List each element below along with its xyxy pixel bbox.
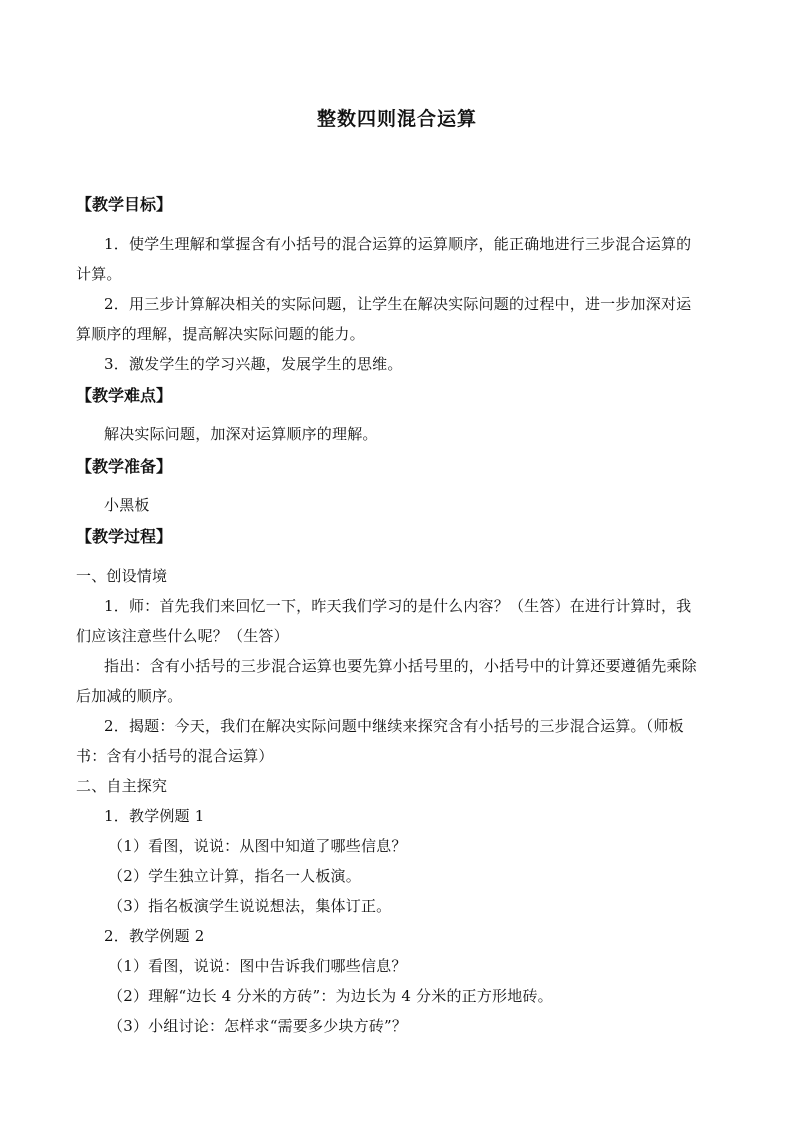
- process-line: 2．教学例题 2: [104, 927, 205, 945]
- section-heading-goals: 【教学目标】: [76, 195, 173, 214]
- process-line: （1）看图，说说：图中告诉我们哪些信息？: [108, 957, 407, 975]
- process-line: 1．教学例题 1: [104, 807, 205, 825]
- document-title: 整数四则混合运算: [316, 108, 477, 130]
- process-line: 一、创设情境: [76, 567, 168, 585]
- process-line: （1）看图，说说：从图中知道了哪些信息？: [108, 837, 407, 855]
- process-line: 2．揭题：今天，我们在解决实际问题中继续来探究含有小括号的三步混合运算。（师板: [104, 717, 684, 735]
- process-line: （2）学生独立计算，指名一人板演。: [108, 867, 361, 885]
- goal-line: 2．用三步计算解决相关的实际问题，让学生在解决实际问题的过程中，进一步加深对运: [104, 295, 692, 313]
- prep-text: 小黑板: [104, 496, 150, 514]
- process-line: 书：含有小括号的混合运算）: [76, 747, 274, 765]
- process-line: 们应该注意些什么呢？（生答）: [76, 627, 289, 645]
- process-line: 后加减的顺序。: [76, 687, 183, 705]
- goal-line: 3．激发学生的学习兴趣，发展学生的思维。: [104, 355, 403, 373]
- process-line: 指出：含有小括号的三步混合运算也要先算小括号里的，小括号中的计算还要遵循先乘除: [104, 657, 697, 675]
- section-heading-prep: 【教学准备】: [76, 457, 173, 476]
- goal-line: 计算。: [76, 265, 122, 283]
- process-line: （2）理解“边长 4 分米的方砖”：为边长为 4 分米的正方形地砖。: [108, 987, 553, 1005]
- process-line: 1．师：首先我们来回忆一下，昨天我们学习的是什么内容？（生答）在进行计算时，我: [104, 597, 692, 615]
- section-heading-difficulty: 【教学难点】: [76, 386, 173, 405]
- section-heading-process: 【教学过程】: [76, 527, 173, 546]
- difficulty-text: 解决实际问题，加深对运算顺序的理解。: [104, 425, 378, 443]
- process-line: （3）指名板演学生说说想法，集体订正。: [108, 897, 392, 915]
- goal-line: 算顺序的理解，提高解决实际问题的能力。: [76, 325, 365, 343]
- process-line: 二、自主探究: [76, 777, 168, 795]
- process-line: （3）小组讨论：怎样求“需要多少块方砖”？: [108, 1017, 408, 1035]
- goal-line: 1．使学生理解和掌握含有小括号的混合运算的运算顺序，能正确地进行三步混合运算的: [104, 235, 692, 253]
